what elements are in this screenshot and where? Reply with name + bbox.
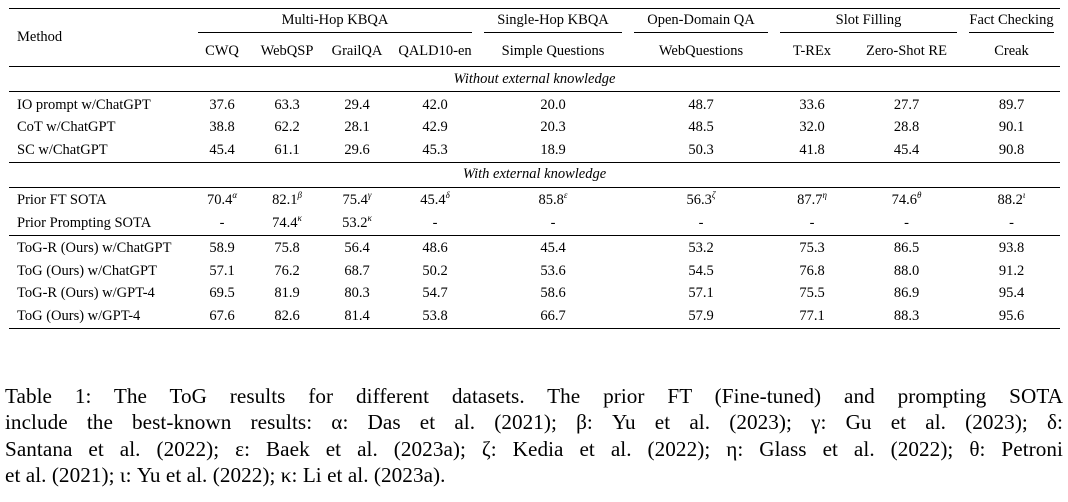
group-header: Slot Filling: [774, 9, 963, 37]
group-header: Open-Domain QA: [628, 9, 774, 37]
value-cell: 57.1: [688, 285, 714, 302]
value-cell: 29.6: [344, 141, 370, 158]
value-cell: 90.8: [998, 141, 1025, 158]
value-cell: $70.4^\alpha$: [192, 187, 252, 212]
value-cell: 80.3: [344, 285, 370, 302]
citation-mark: η: [822, 190, 827, 201]
value-cell: 58.9: [192, 235, 252, 260]
value-cell: 53.8: [392, 305, 478, 328]
citation-mark: β: [297, 190, 302, 201]
value-cell: 95.4: [998, 285, 1025, 302]
value-cell: $82.1^\beta$: [252, 187, 322, 212]
group-header: Multi-Hop KBQA: [192, 9, 478, 37]
value-cell: 67.6: [192, 305, 252, 328]
value-cell: 57.1: [209, 262, 235, 279]
value-cell: -: [809, 214, 815, 231]
table-row: [9, 187, 1060, 212]
value-cell: 37.6: [192, 92, 252, 117]
value-cell: -: [1009, 214, 1014, 231]
section-heading: With external knowledge: [9, 162, 1060, 187]
method-cell: ToG (Ours) w/ChatGPT: [17, 262, 157, 279]
value-cell: 89.7: [963, 92, 1060, 117]
value-cell: 76.2: [274, 262, 300, 279]
table-row: [9, 305, 1060, 328]
section-with: [9, 162, 1060, 235]
table-row: [9, 212, 1060, 235]
caption-line: include the best-known results: α: Das et al. (2021); β: Yu et al. (2023); γ: Gu et al. (2023); δ:: [5, 410, 1063, 435]
dataset-header: Zero-Shot RE: [866, 42, 947, 59]
value-cell: 57.9: [628, 305, 774, 328]
value-cell: 68.7: [344, 262, 370, 279]
value-cell: $85.8^\varepsilon$: [478, 187, 628, 212]
caption-line: et al. (2021); ι: Yu et al. (2022); κ: Li et al. (2023a).: [5, 463, 446, 488]
table-header: [9, 9, 1060, 67]
value-cell: 38.8: [209, 119, 235, 136]
value-cell: 20.0: [478, 92, 628, 117]
value-cell: -: [219, 214, 225, 231]
value-cell: 50.3: [688, 141, 714, 158]
value-cell: 48.7: [628, 92, 774, 117]
value-cell: $53.2^\kappa$: [342, 212, 372, 231]
dataset-header: Creak: [994, 42, 1029, 59]
value-cell: 45.3: [422, 141, 448, 158]
dataset-header: WebQuestions: [658, 42, 744, 59]
group-header: Single-Hop KBQA: [478, 9, 628, 37]
value-cell: 54.7: [422, 285, 448, 302]
value-cell: 95.6: [963, 305, 1060, 328]
value-cell: -: [698, 214, 704, 231]
citation-mark: κ: [297, 212, 302, 223]
value-cell: 27.7: [850, 92, 963, 117]
value-cell: 18.9: [540, 141, 566, 158]
method-cell: CoT w/ChatGPT: [17, 119, 116, 136]
value-cell: $88.2^\iota$: [963, 187, 1060, 212]
table-row: [9, 283, 1060, 306]
value-cell: 56.4: [322, 235, 392, 260]
value-cell: 86.9: [893, 285, 920, 302]
table-caption: [5, 383, 1063, 489]
value-cell: 62.2: [274, 119, 300, 136]
dataset-header: QALD10-en: [398, 42, 472, 59]
value-cell: -: [550, 214, 556, 231]
caption-line: Table 1: The ToG results for different datasets. The prior FT (Fine-tuned) and prompting SOTA: [5, 384, 1063, 408]
value-cell: $74.4^\kappa$: [272, 212, 302, 231]
citation-mark: α: [232, 190, 238, 201]
method-cell: Prior FT SOTA: [9, 187, 192, 212]
value-cell: 82.6: [252, 305, 322, 328]
section-without: [9, 67, 1060, 163]
table-row: [9, 117, 1060, 140]
method-cell: Prior Prompting SOTA: [17, 214, 152, 231]
value-cell: 20.3: [540, 119, 566, 136]
section-heading: Without external knowledge: [9, 67, 1060, 92]
value-cell: 86.5: [850, 235, 963, 260]
value-cell: 90.1: [998, 119, 1025, 136]
citation-mark: ε: [563, 190, 568, 201]
dataset-header: CWQ: [205, 42, 239, 59]
value-cell: 32.0: [799, 119, 825, 136]
value-cell: 75.8: [252, 235, 322, 260]
value-cell: 48.6: [392, 235, 478, 260]
value-cell: 58.6: [540, 285, 566, 302]
section-tog: [9, 235, 1060, 328]
value-cell: 42.9: [422, 119, 448, 136]
value-cell: $56.3^\zeta$: [628, 187, 774, 212]
value-cell: 88.0: [893, 262, 920, 279]
value-cell: 88.3: [850, 305, 963, 328]
citation-mark: γ: [367, 190, 372, 201]
dataset-header: GrailQA: [331, 42, 383, 59]
value-cell: 91.2: [998, 262, 1025, 279]
value-cell: 61.1: [274, 141, 300, 158]
value-cell: 54.5: [688, 262, 714, 279]
value-cell: 28.8: [893, 119, 920, 136]
citation-mark: ι: [1022, 190, 1026, 201]
method-cell: ToG-R (Ours) w/ChatGPT: [9, 235, 192, 260]
value-cell: 93.8: [963, 235, 1060, 260]
method-cell: ToG-R (Ours) w/GPT-4: [17, 285, 155, 302]
citation-mark: θ: [916, 190, 922, 201]
value-cell: $87.7^\eta$: [774, 187, 850, 212]
method-cell: ToG (Ours) w/GPT-4: [9, 305, 192, 328]
method-cell: IO prompt w/ChatGPT: [9, 92, 192, 117]
table-row: [9, 235, 1060, 260]
value-cell: 53.2: [628, 235, 774, 260]
value-cell: 66.7: [478, 305, 628, 328]
value-cell: 75.3: [774, 235, 850, 260]
value-cell: -: [432, 214, 438, 231]
dataset-header: Simple Questions: [501, 42, 605, 59]
value-cell: 63.3: [252, 92, 322, 117]
value-cell: $74.6^\theta$: [850, 187, 963, 212]
value-cell: 81.9: [274, 285, 300, 302]
caption-line: Santana et al. (2022); ε: Baek et al. (2023a); ζ: Kedia et al. (2022); η: Glass et al. (2022); θ: Petroni: [5, 436, 1063, 461]
value-cell: 69.5: [209, 285, 235, 302]
value-cell: 77.1: [774, 305, 850, 328]
value-cell: 53.6: [540, 262, 566, 279]
dataset-header: T-REx: [792, 42, 832, 59]
dataset-header: WebQSP: [260, 42, 314, 59]
group-header: Fact Checking: [963, 9, 1060, 37]
value-cell: 33.6: [774, 92, 850, 117]
value-cell: 75.5: [799, 285, 825, 302]
value-cell: 48.5: [688, 119, 714, 136]
value-cell: 29.4: [322, 92, 392, 117]
method-header: Method: [9, 9, 192, 67]
results-table: [9, 8, 1060, 329]
value-cell: -: [904, 214, 909, 231]
citation-mark: κ: [367, 212, 372, 223]
value-cell: 45.4: [478, 235, 628, 260]
table-row: [9, 92, 1060, 117]
table-row: [9, 139, 1060, 162]
value-cell: 81.4: [322, 305, 392, 328]
citation-mark: δ: [445, 190, 450, 201]
value-cell: 45.4: [209, 141, 235, 158]
value-cell: 28.1: [344, 119, 370, 136]
method-cell: SC w/ChatGPT: [17, 141, 108, 158]
value-cell: 41.8: [799, 141, 825, 158]
value-cell: 50.2: [422, 262, 448, 279]
value-cell: 42.0: [392, 92, 478, 117]
value-cell: $75.4^\gamma$: [322, 187, 392, 212]
value-cell: 45.4: [893, 141, 920, 158]
table-row: [9, 260, 1060, 283]
value-cell: 76.8: [799, 262, 825, 279]
value-cell: $45.4^\delta$: [392, 187, 478, 212]
citation-mark: ζ: [711, 190, 716, 201]
